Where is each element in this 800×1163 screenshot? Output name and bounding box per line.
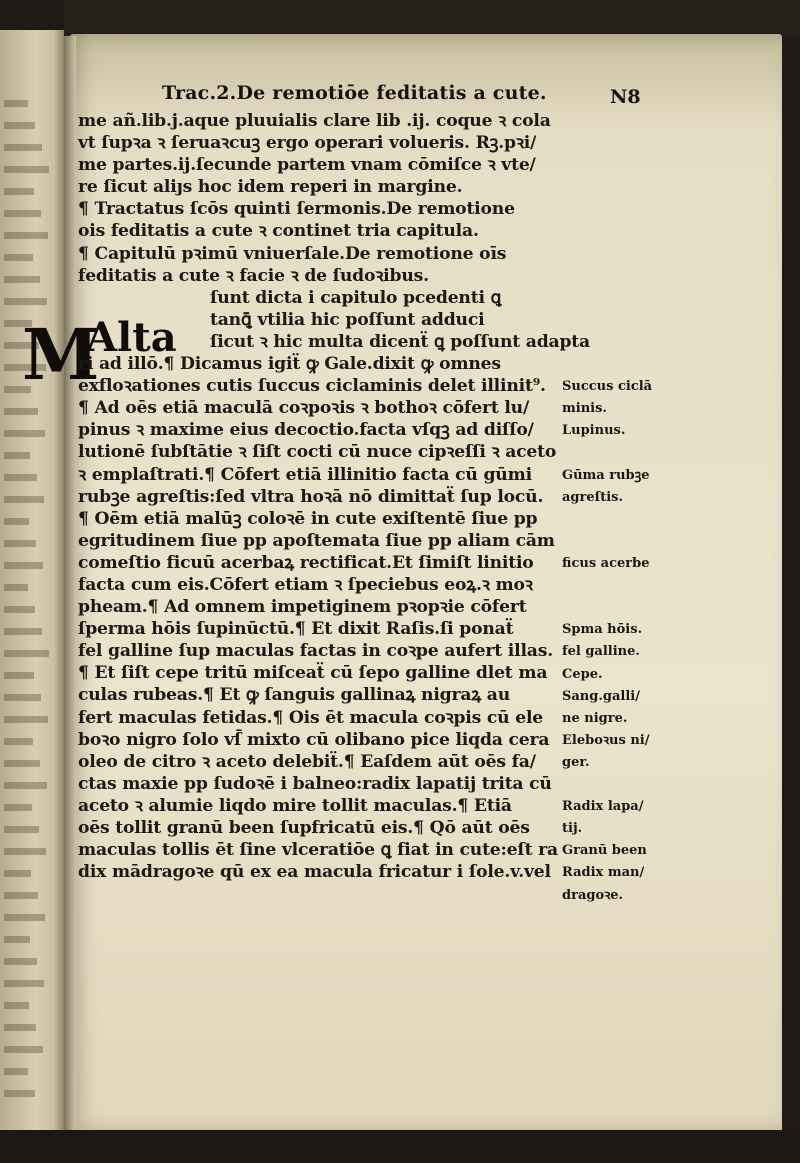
scan-background-top [64, 0, 800, 36]
text-line: comeſtio ficuū acerbaꝝ rectificat.Et ſimiſt linitio [78, 552, 534, 573]
facing-page-text-trace [4, 1046, 43, 1053]
text-line: fert maculas fetidas.¶ Ois ēt macula coꝛpis cū ele [78, 707, 544, 728]
facing-page-text-trace [4, 936, 30, 943]
text-line: ¶ Oēm etiā malūꝫ coloꝛē in cute exiſtentē ſiue pp [78, 508, 538, 529]
facing-page-text-trace [4, 782, 47, 789]
text-line: dix mādragoꝛe qū ex ea macula fricatur i ſole.v.vel [78, 862, 551, 883]
facing-page-text-trace [4, 892, 38, 899]
text-line: culas rubeas.¶ Et ꝙ ſanguis gallinaꝝ nigraꝝ au [78, 685, 511, 706]
facing-page-text-trace [4, 606, 35, 613]
margin-note: Spma hōis. [562, 622, 643, 638]
decorated-initial: M [22, 313, 100, 396]
text-line: ctas maxie pp ſudoꝛē i balneo:radix lapatij trita cū [78, 773, 552, 794]
facing-page-text-trace [4, 430, 45, 437]
text-line: pinus ꝛ maxime eius decoctio.facta vſqꝫ ad diſſo/ [78, 420, 534, 441]
facing-page-edge [0, 30, 66, 1130]
text-line: ri ad illō.¶ Dicamus igiẗ ꝙ Gale.dixit ꝙ omnes [78, 354, 501, 375]
facing-page-text-trace [4, 1068, 28, 1075]
facing-page-text-trace [4, 826, 39, 833]
facing-page-text-trace [4, 694, 41, 701]
facing-page-text-trace [4, 232, 48, 239]
facing-page-text-trace [4, 276, 40, 283]
facing-page-text-trace [4, 672, 34, 679]
text-line: pheam.¶ Ad omnem impetiginem pꝛopꝛie cōfert [78, 597, 527, 618]
margin-note: dragoꝛe. [562, 887, 624, 903]
margin-note: Cepe. [562, 666, 603, 682]
facing-page-text-trace [4, 804, 32, 811]
margin-note: ficus acerbe [562, 556, 650, 571]
text-line: fel galline ſup maculas factas in coꝛpe aufert illas. [78, 641, 553, 662]
scan-background-bottom [0, 1130, 800, 1163]
text-line: feditatis a cute ꝛ facie ꝛ de ſudoꝛibus. [78, 265, 429, 286]
text-line: vt ſupꝛa ꝛ ſeruaꝛcuꝫ ergo operari volueris. Rꝫ.pꝛi/ [78, 133, 537, 154]
margin-note: Eleboꝛus ni/ [562, 732, 650, 748]
facing-page-text-trace [4, 254, 33, 261]
text-line: lutionē ſubſtātie ꝛ ſiſt cocti cū nuce cipꝛeſſi ꝛ aceto [78, 442, 557, 463]
facing-page-text-trace [4, 144, 42, 151]
text-line: aceto ꝛ alumie liqdo mire tollit maculas.¶ Etiā [78, 795, 512, 816]
text-line: tanꝗ̄ vtilia hic poſſunt adduci [210, 309, 485, 330]
text-line: re ſicut aliȷs hoc idem reperi in margine. [78, 177, 463, 198]
facing-page-text-trace [4, 452, 30, 459]
facing-page-text-trace [4, 870, 31, 877]
text-line: oēs tollit granū been ſupfricatū eis.¶ Qō aūt oēs [78, 818, 530, 838]
facing-page-text-trace [4, 1002, 29, 1009]
facing-page-text-trace [4, 122, 35, 129]
facing-page-text-trace [4, 496, 44, 503]
margin-note: Lupinus. [562, 423, 626, 439]
margin-note: Radix lapa/ [562, 799, 644, 815]
text-line: ſunt dicta i capitulo pcedenti ꝗ [210, 287, 502, 308]
text-line: ſperma hōis ſupinūctū.¶ Et dixit Raſis.ſi ponaẗ [78, 619, 514, 640]
folio-number: N8 [610, 86, 641, 108]
text-line: boꝛo nigro ſolo vſ̄ mixto cū olibano pice liqda cera [78, 729, 550, 750]
text-line: me añ.lib.j.aque pluuialis clare lib .ij. coque ꝛ cola [78, 111, 551, 131]
initial-word: Alta [86, 314, 177, 361]
page-gutter [64, 36, 76, 1136]
facing-page-text-trace [4, 650, 49, 657]
facing-page-text-trace [4, 1090, 35, 1097]
facing-page-text-trace [4, 188, 34, 195]
facing-page-text-trace [4, 628, 42, 635]
facing-page-text-trace [4, 518, 29, 525]
margin-note: Succus ciclā [562, 379, 653, 395]
facing-page-text-trace [4, 100, 28, 107]
facing-page-text-trace [4, 716, 48, 723]
text-line: facta cum eis.Cōfert etiam ꝛ ſpeciebus eoꝝ.ꝛ moꝛ [78, 574, 533, 595]
facing-page-text-trace [4, 958, 37, 965]
facing-page-text-trace [4, 166, 49, 173]
facing-page-text-trace [4, 210, 41, 217]
text-line: rubꝫe agreſtis:ſed vltra hoꝛā nō dimittaẗ ſup locū. [78, 486, 544, 507]
text-line: ¶ Et ſiſt cepe tritū miſceaẗ cū ſepo galline dlet ma [78, 663, 548, 684]
margin-note: tij. [562, 821, 583, 837]
margin-note: Gūma rubꝫe [562, 467, 650, 483]
text-line: ¶ Capitulū pꝛimū vniuerſale.De remotione oīs [78, 243, 507, 264]
margin-note: Granū been [562, 843, 647, 859]
facing-page-text-trace [4, 474, 37, 481]
facing-page-text-trace [4, 980, 44, 987]
facing-page-text-trace [4, 562, 43, 569]
text-line: maculas tollis ēt ſine vlceratiōe ꝗ fiat in cute:eſt ra [78, 840, 558, 861]
running-title: Trac.2.De remotiōe feditatis a cute. [162, 82, 547, 104]
facing-page-text-trace [4, 848, 46, 855]
text-line: ¶ Ad oēs etiā maculā coꝛpoꝛis ꝛ bothoꝛ cōfert lu/ [78, 398, 530, 419]
text-line: ois feditatis a cute ꝛ continet tria capitula. [78, 221, 479, 242]
text-line: ſicut ꝛ hic multa dicenẗ ꝗ poſſunt adapta [210, 331, 590, 352]
facing-page-text-trace [4, 298, 47, 305]
facing-page-text-trace [4, 1024, 36, 1031]
text-line: me partes.ij.ſecunde partem vnam cōmiſce ꝛ vte/ [78, 155, 536, 176]
text-line: ꝛ emplaſtrati.¶ Cōfert etiā illinitio facta cū gūmi [78, 464, 532, 485]
facing-page-text-trace [4, 760, 40, 767]
margin-note: minis. [562, 401, 607, 417]
text-line: ¶ Tractatus ſcōs quinti ſermonis.De remotione [78, 199, 515, 220]
margin-note: ne nigre. [562, 710, 628, 726]
facing-page-text-trace [4, 540, 36, 547]
facing-page-text-trace [4, 584, 28, 591]
margin-note: ger. [562, 754, 590, 770]
facing-page-text-trace [4, 914, 45, 921]
facing-page-text-trace [4, 408, 38, 415]
text-line: egritudinem ſiue pp apoſtemata ſiue pp aliam cām [78, 530, 555, 551]
margin-note: Sang.galli/ [562, 688, 640, 704]
margin-note: Radix man/ [562, 865, 645, 881]
margin-note: agreſtis. [562, 489, 624, 505]
margin-note: fel galline. [562, 644, 640, 660]
text-line: exfloꝛationes cutis ſuccus ciclaminis delet illinit⁹. [78, 376, 546, 397]
facing-page-text-trace [4, 738, 33, 745]
text-line: oleo de citro ꝛ aceto delebiẗ.¶ Eaſdem aūt oēs fa/ [78, 751, 536, 772]
